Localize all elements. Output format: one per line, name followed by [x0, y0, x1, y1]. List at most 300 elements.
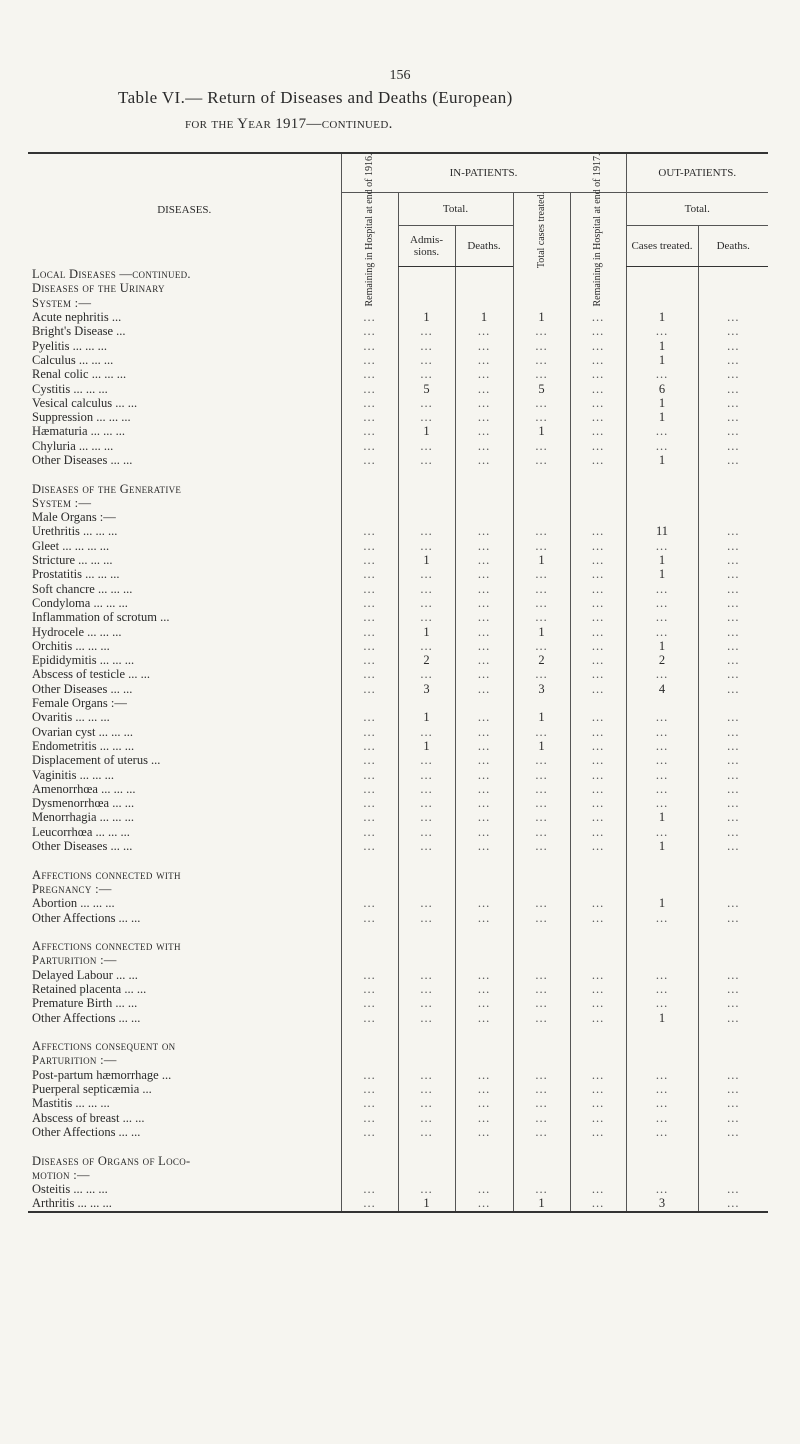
value-cell: ...: [513, 910, 570, 924]
value-cell: ...: [513, 596, 570, 610]
value-cell: ...: [513, 996, 570, 1010]
value-cell: ...: [341, 338, 398, 352]
value-cell: ...: [513, 767, 570, 781]
value-cell: [513, 281, 570, 295]
value-cell: ...: [398, 439, 455, 453]
disease-label: Affections connected with: [32, 939, 181, 954]
out-deaths-header: Deaths.: [698, 226, 768, 267]
section-row: [28, 867, 768, 881]
value-cell: ...: [570, 596, 626, 610]
table-row: [28, 1196, 768, 1211]
value-cell: [455, 882, 513, 896]
table-row: [28, 810, 768, 824]
value-cell: [398, 1053, 455, 1067]
value-cell: 1: [626, 453, 698, 467]
disease-label: Post-partum hæmorrhage ...: [32, 1067, 172, 1082]
value-cell: ...: [513, 582, 570, 596]
value-cell: ...: [455, 1125, 513, 1139]
value-cell: ...: [341, 710, 398, 724]
value-cell: [626, 1139, 698, 1153]
table-row: [28, 610, 768, 624]
value-cell: [698, 1168, 768, 1182]
value-cell: ...: [341, 1182, 398, 1196]
table-row: [28, 1010, 768, 1024]
value-cell: ...: [455, 381, 513, 395]
value-cell: [341, 1153, 398, 1167]
value-cell: ...: [398, 896, 455, 910]
value-cell: [513, 1053, 570, 1067]
table-row: [28, 324, 768, 338]
value-cell: [398, 953, 455, 967]
value-cell: ...: [626, 439, 698, 453]
spacer-row: [28, 853, 768, 867]
value-cell: [341, 1168, 398, 1182]
value-cell: ...: [341, 567, 398, 581]
disease-label: Other Affections ... ...: [32, 910, 141, 925]
value-cell: 3: [626, 1196, 698, 1211]
value-cell: 1: [398, 310, 455, 324]
value-cell: [513, 853, 570, 867]
value-cell: [570, 696, 626, 710]
value-cell: ...: [455, 539, 513, 553]
value-cell: ...: [626, 1096, 698, 1110]
value-cell: ...: [455, 910, 513, 924]
value-cell: ...: [455, 353, 513, 367]
admissions-header: Admis- sions.: [398, 226, 455, 267]
value-cell: [341, 1025, 398, 1039]
value-cell: [398, 1139, 455, 1153]
value-cell: ...: [398, 596, 455, 610]
value-cell: ...: [513, 796, 570, 810]
table-row: [28, 553, 768, 567]
value-cell: [455, 496, 513, 510]
value-cell: ...: [513, 639, 570, 653]
value-cell: [341, 696, 398, 710]
value-cell: ...: [341, 767, 398, 781]
disease-label: Cystitis ... ... ...: [32, 381, 108, 396]
value-cell: [398, 1039, 455, 1053]
value-cell: ...: [341, 825, 398, 839]
value-cell: [398, 281, 455, 295]
table-row: [28, 710, 768, 724]
disease-label: Endometritis ... ... ...: [32, 738, 135, 753]
disease-label: [28, 853, 341, 867]
disease-label: Female Organs :—: [32, 696, 127, 711]
value-cell: ...: [341, 381, 398, 395]
value-cell: ...: [455, 1196, 513, 1211]
disease-label: Parturition :—: [32, 1053, 117, 1068]
value-cell: ...: [513, 410, 570, 424]
value-cell: 1: [626, 396, 698, 410]
value-cell: ...: [626, 1111, 698, 1125]
section-row: [28, 882, 768, 896]
value-cell: ...: [698, 810, 768, 824]
value-cell: ...: [570, 381, 626, 395]
disease-label: Diseases of the Urinary: [32, 281, 165, 296]
value-cell: ...: [698, 582, 768, 596]
value-cell: ...: [513, 725, 570, 739]
value-cell: ...: [341, 667, 398, 681]
value-cell: [455, 510, 513, 524]
value-cell: 1: [626, 410, 698, 424]
out-total-header: Total.: [626, 193, 768, 226]
value-cell: ...: [341, 968, 398, 982]
disease-label: Orchitis ... ... ...: [32, 638, 110, 653]
value-cell: ...: [513, 839, 570, 853]
value-cell: ...: [698, 1068, 768, 1082]
disease-label: Affections connected with: [32, 867, 181, 882]
value-cell: [341, 853, 398, 867]
value-cell: [513, 953, 570, 967]
value-cell: ...: [341, 896, 398, 910]
disease-label: Chyluria ... ... ...: [32, 438, 114, 453]
table-row: [28, 782, 768, 796]
value-cell: ...: [570, 896, 626, 910]
disease-label: Gleet ... ... ... ...: [32, 538, 110, 553]
disease-label: Pyelitis ... ... ...: [32, 338, 108, 353]
disease-label: Osteitis ... ... ...: [32, 1182, 108, 1197]
value-cell: [570, 467, 626, 481]
value-cell: ...: [698, 996, 768, 1010]
value-cell: ...: [398, 1125, 455, 1139]
value-cell: [455, 467, 513, 481]
value-cell: ...: [455, 725, 513, 739]
value-cell: ...: [455, 424, 513, 438]
value-cell: ...: [570, 1196, 626, 1211]
table-row: [28, 1082, 768, 1096]
value-cell: ...: [455, 1082, 513, 1096]
value-cell: [455, 1153, 513, 1167]
table-row: [28, 1125, 768, 1139]
value-cell: ...: [626, 424, 698, 438]
value-cell: [570, 481, 626, 495]
value-cell: [626, 296, 698, 310]
value-cell: ...: [455, 524, 513, 538]
value-cell: ...: [698, 524, 768, 538]
value-cell: ...: [698, 310, 768, 324]
table-row: [28, 639, 768, 653]
value-cell: ...: [398, 839, 455, 853]
value-cell: [398, 267, 455, 282]
value-cell: ...: [455, 982, 513, 996]
table-row: [28, 539, 768, 553]
value-cell: [698, 882, 768, 896]
value-cell: ...: [455, 796, 513, 810]
disease-label: Dysmenorrhœa ... ...: [32, 796, 135, 811]
value-cell: ...: [341, 1068, 398, 1082]
value-cell: [626, 882, 698, 896]
value-cell: 1: [398, 739, 455, 753]
remaining-1916-header: Remaining in Hospital at end of 1916.: [341, 193, 398, 267]
value-cell: [513, 496, 570, 510]
value-cell: [455, 267, 513, 282]
value-cell: [626, 853, 698, 867]
disease-label: [28, 467, 341, 481]
value-cell: 1: [398, 710, 455, 724]
value-cell: [398, 467, 455, 481]
value-cell: [398, 296, 455, 310]
page-number: 156: [389, 68, 411, 83]
value-cell: ...: [626, 1068, 698, 1082]
disease-label: Acute nephritis ...: [32, 310, 122, 325]
table-row: [28, 968, 768, 982]
value-cell: [698, 696, 768, 710]
value-cell: [398, 1025, 455, 1039]
value-cell: ...: [513, 524, 570, 538]
value-cell: ...: [698, 1182, 768, 1196]
value-cell: [626, 467, 698, 481]
value-cell: 1: [626, 353, 698, 367]
value-cell: [698, 1025, 768, 1039]
value-cell: 1: [626, 810, 698, 824]
value-cell: ...: [455, 567, 513, 581]
value-cell: ...: [341, 596, 398, 610]
value-cell: ...: [626, 324, 698, 338]
value-cell: ...: [570, 396, 626, 410]
value-cell: ...: [455, 896, 513, 910]
value-cell: ...: [341, 782, 398, 796]
value-cell: 2: [513, 653, 570, 667]
disease-label: Pregnancy :—: [32, 881, 112, 896]
disease-label: Diseases of the Generative: [32, 481, 182, 496]
value-cell: ...: [513, 353, 570, 367]
disease-label: System :—: [32, 295, 92, 310]
value-cell: ...: [698, 653, 768, 667]
value-cell: ...: [570, 839, 626, 853]
value-cell: ...: [626, 910, 698, 924]
table-row: [28, 825, 768, 839]
value-cell: ...: [341, 553, 398, 567]
value-cell: [698, 267, 768, 282]
disease-label: Arthritis ... ... ...: [28, 1196, 341, 1211]
value-cell: ...: [455, 553, 513, 567]
table-row: [28, 524, 768, 538]
value-cell: ...: [570, 439, 626, 453]
table-title: Table VI.— Return of Diseases and Deaths (European): [118, 88, 513, 107]
value-cell: ...: [698, 1082, 768, 1096]
value-cell: ...: [455, 439, 513, 453]
value-cell: [398, 1153, 455, 1167]
disease-label: Abscess of breast ... ...: [32, 1110, 145, 1125]
disease-label: Epididymitis ... ... ...: [32, 653, 135, 668]
value-cell: [513, 882, 570, 896]
value-cell: 1: [626, 896, 698, 910]
value-cell: ...: [398, 1182, 455, 1196]
disease-label: Soft chancre ... ... ...: [32, 581, 133, 596]
value-cell: ...: [398, 1010, 455, 1024]
value-cell: ...: [698, 796, 768, 810]
value-cell: ...: [341, 324, 398, 338]
value-cell: [513, 925, 570, 939]
value-cell: ...: [698, 567, 768, 581]
value-cell: ...: [698, 338, 768, 352]
value-cell: ...: [626, 767, 698, 781]
value-cell: ...: [341, 796, 398, 810]
table-row: [28, 353, 768, 367]
value-cell: ...: [570, 1068, 626, 1082]
value-cell: ...: [570, 553, 626, 567]
section-row: [28, 1039, 768, 1053]
value-cell: ...: [570, 539, 626, 553]
disease-label: Hæmaturia ... ... ...: [32, 424, 126, 439]
value-cell: ...: [455, 1010, 513, 1024]
value-cell: [398, 853, 455, 867]
value-cell: ...: [455, 810, 513, 824]
value-cell: [398, 481, 455, 495]
value-cell: ...: [513, 968, 570, 982]
value-cell: [455, 853, 513, 867]
value-cell: [626, 267, 698, 282]
diseases-header: DISEASES.: [157, 204, 212, 217]
remaining-1917-header: Remaining in Hospital at end of 1917.: [570, 193, 626, 267]
value-cell: ...: [455, 825, 513, 839]
value-cell: ...: [570, 667, 626, 681]
value-cell: ...: [513, 1082, 570, 1096]
value-cell: ...: [570, 639, 626, 653]
value-cell: ...: [698, 910, 768, 924]
value-cell: ...: [626, 596, 698, 610]
value-cell: [513, 1168, 570, 1182]
spacer-row: [28, 1025, 768, 1039]
section-row: [28, 496, 768, 510]
value-cell: ...: [698, 324, 768, 338]
value-cell: ...: [398, 353, 455, 367]
table-row: [28, 396, 768, 410]
value-cell: [698, 496, 768, 510]
value-cell: [698, 867, 768, 881]
value-cell: [455, 867, 513, 881]
value-cell: ...: [455, 367, 513, 381]
value-cell: ...: [570, 810, 626, 824]
value-cell: [341, 882, 398, 896]
table-row: [28, 1068, 768, 1082]
value-cell: 1: [513, 553, 570, 567]
value-cell: [626, 481, 698, 495]
disease-label: Menorrhagia ... ... ...: [32, 810, 135, 825]
disease-label: Puerperal septicæmia ...: [32, 1082, 152, 1097]
value-cell: ...: [455, 1111, 513, 1125]
value-cell: ...: [570, 610, 626, 624]
value-cell: ...: [341, 539, 398, 553]
value-cell: [455, 1025, 513, 1039]
value-cell: [698, 939, 768, 953]
table-row: [28, 653, 768, 667]
value-cell: ...: [341, 424, 398, 438]
value-cell: ...: [341, 396, 398, 410]
disease-label: Displacement of uterus ...: [32, 753, 161, 768]
value-cell: [398, 867, 455, 881]
value-cell: ...: [455, 338, 513, 352]
value-cell: ...: [398, 410, 455, 424]
disease-label: Premature Birth ... ...: [32, 996, 138, 1011]
disease-label: Vaginitis ... ... ...: [32, 767, 114, 782]
value-cell: ...: [513, 753, 570, 767]
value-cell: ...: [570, 1010, 626, 1024]
value-cell: ...: [398, 968, 455, 982]
value-cell: ...: [513, 453, 570, 467]
disease-label: Ovarian cyst ... ... ...: [32, 724, 134, 739]
value-cell: [570, 925, 626, 939]
value-cell: ...: [698, 825, 768, 839]
value-cell: ...: [698, 767, 768, 781]
value-cell: ...: [341, 653, 398, 667]
out-patients-header: OUT-PATIENTS.: [626, 153, 768, 193]
value-cell: ...: [698, 982, 768, 996]
value-cell: ...: [570, 338, 626, 352]
value-cell: ...: [698, 396, 768, 410]
value-cell: ...: [698, 596, 768, 610]
table-row: [28, 410, 768, 424]
value-cell: ...: [455, 682, 513, 696]
value-cell: ...: [626, 1125, 698, 1139]
value-cell: [398, 1168, 455, 1182]
value-cell: ...: [341, 996, 398, 1010]
section-row: [28, 939, 768, 953]
value-cell: ...: [626, 782, 698, 796]
value-cell: ...: [626, 739, 698, 753]
value-cell: [570, 1025, 626, 1039]
value-cell: [341, 867, 398, 881]
value-cell: ...: [698, 968, 768, 982]
value-cell: ...: [398, 753, 455, 767]
section-row: [28, 1168, 768, 1182]
value-cell: ...: [513, 610, 570, 624]
value-cell: 5: [513, 381, 570, 395]
disease-label: Retained placenta ... ...: [32, 981, 147, 996]
value-cell: ...: [570, 367, 626, 381]
value-cell: ...: [455, 453, 513, 467]
value-cell: [398, 882, 455, 896]
value-cell: ...: [455, 968, 513, 982]
disease-label: Affections consequent on: [32, 1039, 176, 1054]
value-cell: [455, 925, 513, 939]
value-cell: 3: [398, 682, 455, 696]
value-cell: [698, 296, 768, 310]
value-cell: ...: [513, 1182, 570, 1196]
value-cell: ...: [626, 825, 698, 839]
value-cell: [626, 1025, 698, 1039]
value-cell: ...: [513, 539, 570, 553]
disease-label: Amenorrhœa ... ... ...: [32, 781, 136, 796]
value-cell: 1: [513, 1196, 570, 1211]
disease-label: Condyloma ... ... ...: [32, 595, 128, 610]
value-cell: ...: [513, 667, 570, 681]
value-cell: 11: [626, 524, 698, 538]
value-cell: ...: [570, 353, 626, 367]
value-cell: ...: [455, 582, 513, 596]
value-cell: 1: [398, 553, 455, 567]
value-cell: ...: [341, 753, 398, 767]
value-cell: ...: [398, 996, 455, 1010]
value-cell: ...: [398, 1068, 455, 1082]
value-cell: ...: [570, 1082, 626, 1096]
value-cell: [455, 953, 513, 967]
section-row: [28, 281, 768, 295]
value-cell: ...: [398, 767, 455, 781]
total-cases-treated-header: Total cases treated.: [513, 193, 570, 267]
value-cell: ...: [398, 910, 455, 924]
value-cell: ...: [398, 825, 455, 839]
value-cell: ...: [398, 725, 455, 739]
value-cell: ...: [398, 1096, 455, 1110]
value-cell: ...: [570, 1096, 626, 1110]
disease-label: Ovaritis ... ... ...: [32, 710, 110, 725]
section-row: [28, 296, 768, 310]
value-cell: [626, 496, 698, 510]
disease-label: Parturition :—: [32, 953, 117, 968]
disease-label: Diseases of Organs of Loco-: [32, 1153, 191, 1168]
value-cell: ...: [341, 810, 398, 824]
